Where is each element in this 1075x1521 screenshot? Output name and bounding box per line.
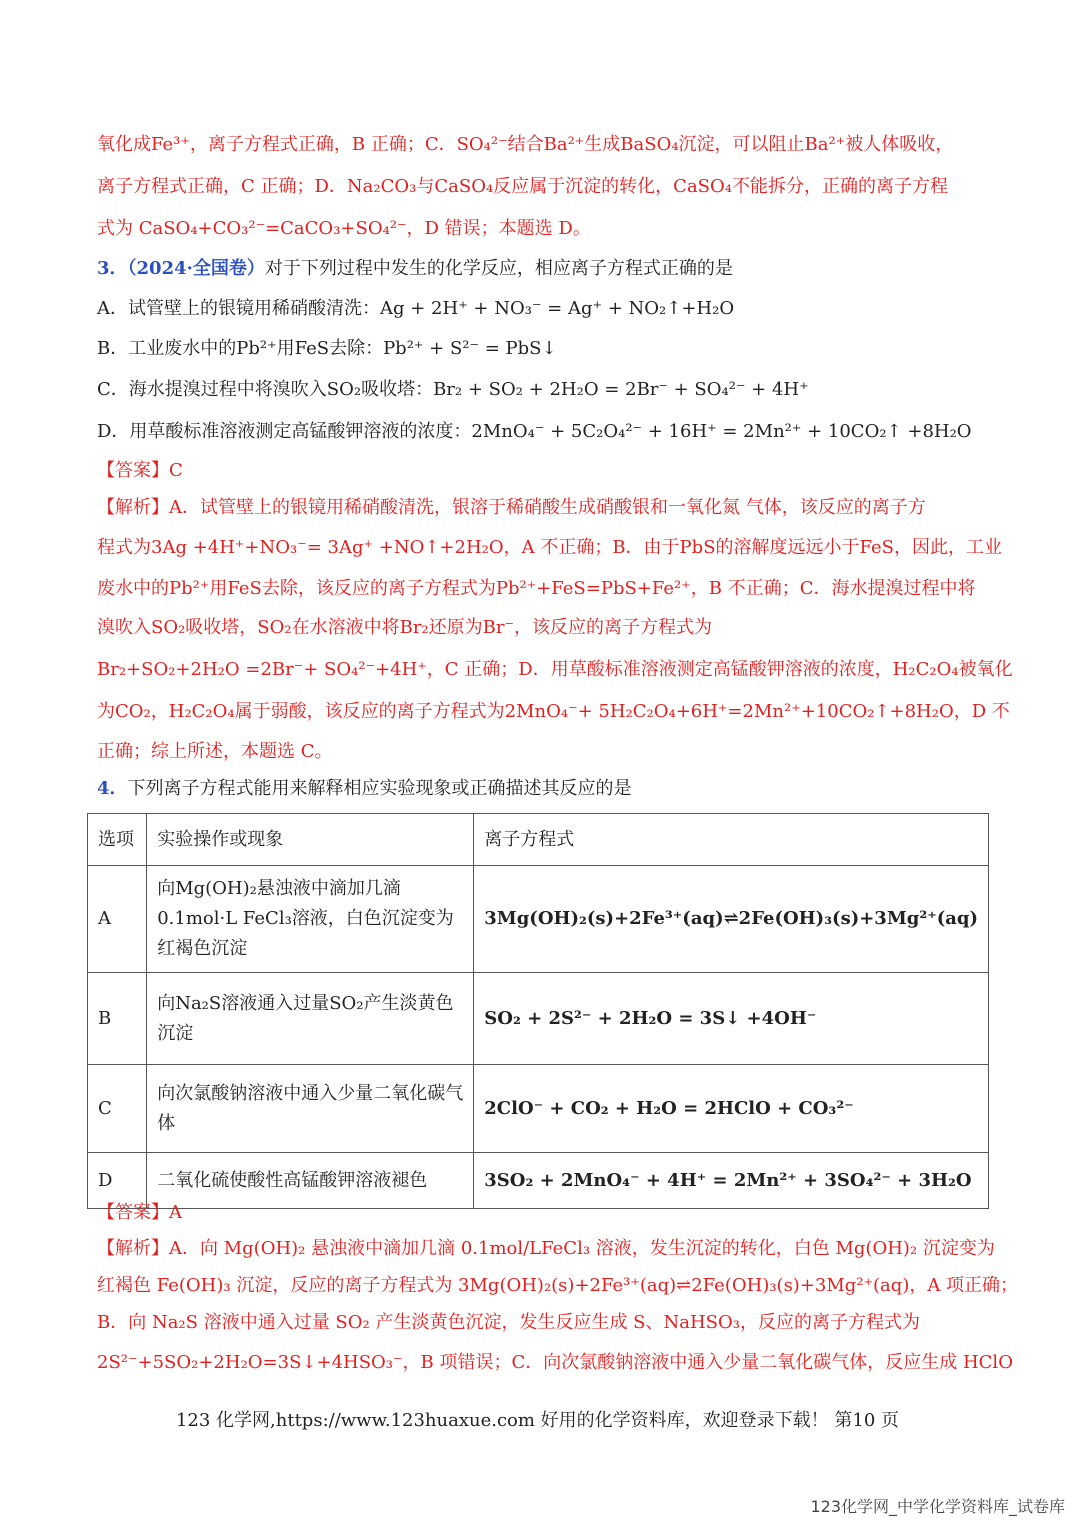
explanation-line: 正确；综上所述，本题选 C。	[97, 741, 333, 762]
answer: 【答案】A	[97, 1202, 182, 1223]
text-line: 离子方程式正确，C 正确；D．Na₂CO₃与CaSO₄反应属于沉淀的转化，CaSO₄不能拆分，正确的离子方程	[97, 176, 948, 197]
question-3-stem	[97, 256, 985, 282]
text-line: 式为 CaSO₄+CO₃²⁻=CaCO₃+SO₄²⁻，D 错误；本题选 D。	[97, 218, 591, 239]
explanation-line: 红褐色 Fe(OH)₃ 沉淀，反应的离子方程式为 3Mg(OH)₂(s)+2Fe³⁺(aq)⇌2Fe(OH)₃(s)+3Mg²⁺(aq)，A 项正确；	[97, 1275, 1019, 1296]
operation-cell: 二氧化硫使酸性高锰酸钾溶液褪色	[147, 1153, 474, 1209]
option-label: C	[88, 1065, 147, 1153]
options-table	[87, 813, 989, 1209]
explanation-line: 2S²⁻+5SO₂+2H₂O=3S↓+4HSO₃⁻，B 项错误；C．向次氯酸钠溶液中通入少量二氧化碳气体，反应生成 HClO	[97, 1352, 1013, 1373]
table-row	[88, 1065, 989, 1153]
equation-cell: 3SO₂ + 2MnO₄⁻ + 4H⁺ = 2Mn²⁺ + 3SO₄²⁻ + 3H₂O	[474, 1153, 989, 1209]
option-label: B	[88, 973, 147, 1065]
question-source: （2024·全国卷）	[127, 258, 265, 279]
option-label: D	[88, 1153, 147, 1209]
explanation-line: B．向 Na₂S 溶液中通入过量 SO₂ 产生淡黄色沉淀，发生反应生成 S、NaHSO₃，反应的离子方程式为	[97, 1312, 920, 1333]
operation-cell: 向Na₂S溶液通入过量SO₂产生淡黄色沉淀	[147, 973, 474, 1065]
operation-cell: 向Mg(OH)₂悬浊液中滴加几滴0.1mol·L FeCl₃溶液，白色沉淀变为红褐色沉淀	[147, 866, 474, 973]
table-header-row	[88, 814, 989, 866]
table-row	[88, 866, 989, 973]
option-a: A．试管壁上的银镜用稀硝酸清洗：Ag + 2H⁺ + NO₃⁻ = Ag⁺ + NO₂↑+H₂O	[97, 298, 735, 319]
table-header-cell: 实验操作或现象	[147, 814, 474, 866]
explanation-line: 废水中的Pb²⁺用FeS去除，该反应的离子方程式为Pb²⁺+FeS=PbS+Fe²⁺，B 不正确；C．海水提溴过程中将	[97, 578, 976, 599]
watermark-text: 123化学网_中学化学资料库_试卷库	[810, 1497, 1065, 1516]
explanation-line: Br₂+SO₂+2H₂O =2Br⁻+ SO₄²⁻+4H⁺，C 正确；D．用草酸标准溶液测定高锰酸钾溶液的浓度，H₂C₂O₄被氧化	[97, 659, 1013, 680]
explanation-line: 【解析】A．向 Mg(OH)₂ 悬浊液中滴加几滴 0.1mol/LFeCl₃ 溶液，发生沉淀的转化，白色 Mg(OH)₂ 沉淀变为	[97, 1238, 995, 1259]
explanation-line: 程式为3Ag +4H⁺+NO₃⁻= 3Ag⁺ +NO↑+2H₂O，A 不正确；B．由于PbS的溶解度远远小于FeS，因此，工业	[97, 537, 1003, 558]
option-label: A	[88, 866, 147, 973]
text-line: 氧化成Fe³⁺，离子方程式正确，B 正确；C．SO₄²⁻结合Ba²⁺生成BaSO₄沉淀，可以阻止Ba²⁺被人体吸收，	[97, 134, 954, 155]
option-c: C．海水提溴过程中将溴吹入SO₂吸收塔：Br₂ + SO₂ + 2H₂O = 2Br⁻ + SO₄²⁻ + 4H⁺	[97, 379, 809, 400]
question-text: 下列离子方程式能用来解释相应实验现象或正确描述其反应的是	[127, 778, 632, 799]
question-number: 3．	[97, 258, 128, 279]
operation-cell: 向次氯酸钠溶液中通入少量二氧化碳气体	[147, 1065, 474, 1153]
table-header-cell: 离子方程式	[474, 814, 989, 866]
equation-cell: 2ClO⁻ + CO₂ + H₂O = 2HClO + CO₃²⁻	[474, 1065, 989, 1153]
option-b: B．工业废水中的Pb²⁺用FeS去除：Pb²⁺ + S²⁻ = PbS↓	[97, 338, 557, 359]
equation-cell: 3Mg(OH)₂(s)+2Fe³⁺(aq)⇌2Fe(OH)₃(s)+3Mg²⁺(aq)	[474, 866, 989, 973]
page-footer: 123 化学网,https://www.123huaxue.com 好用的化学资料库，欢迎登录下载！ 第10 页	[175, 1410, 900, 1431]
question-4-stem	[97, 776, 985, 802]
explanation-line: 溴吹入SO₂吸收塔，SO₂在水溶液中将Br₂还原为Br⁻，该反应的离子方程式为	[97, 617, 712, 638]
option-d: D．用草酸标准溶液测定高锰酸钾溶液的浓度：2MnO₄⁻ + 5C₂O₄²⁻ + 16H⁺ = 2Mn²⁺ + 10CO₂↑ +8H₂O	[97, 421, 972, 442]
equation-cell: SO₂ + 2S²⁻ + 2H₂O = 3S↓ +4OH⁻	[474, 973, 989, 1065]
table-header-cell: 选项	[88, 814, 147, 866]
explanation-line: 【解析】A．试管壁上的银镜用稀硝酸清洗，银溶于稀硝酸生成硝酸银和一氧化氮 气体，该反应的离子方	[97, 497, 926, 518]
explanation-line: 为CO₂，H₂C₂O₄属于弱酸，该反应的离子方程式为2MnO₄⁻+ 5H₂C₂O₄+6H⁺=2Mn²⁺+10CO₂↑+8H₂O，D 不	[97, 701, 1010, 722]
answer: 【答案】C	[97, 460, 183, 481]
table-row	[88, 973, 989, 1065]
question-number: 4．	[97, 778, 128, 799]
question-text: 对于下列过程中发生的化学反应，相应离子方程式正确的是	[264, 258, 733, 279]
